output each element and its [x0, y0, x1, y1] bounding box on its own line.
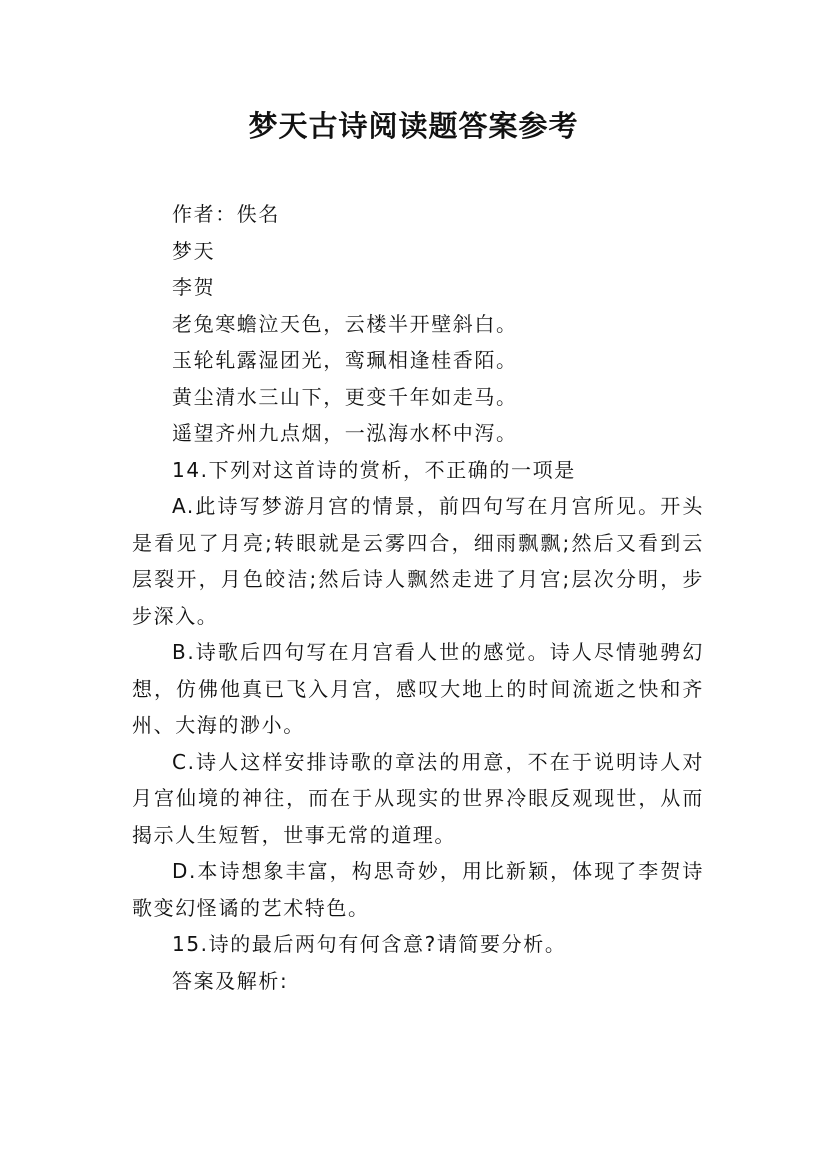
- poem-title: 梦天: [172, 238, 216, 263]
- question-15: 15.诗的最后两句有何含意?请简要分析。: [172, 932, 567, 956]
- poem-verse: 黄尘清水三山下，更变千年如走马。: [172, 384, 518, 409]
- question-14: 14.下列对这首诗的赏析，不正确的一项是: [172, 457, 576, 482]
- poem-verse: 遥望齐州九点烟，一泓海水杯中泻。: [172, 421, 518, 445]
- answer-heading: 答案及解析:: [172, 968, 289, 993]
- author-line: 作者：佚名: [172, 202, 280, 226]
- option-b: B.诗歌后四句写在月宫看人世的感觉。诗人尽情驰骋幻想，仿佛他真已飞入月宫，感叹大地上的时间流逝之快和齐州、大海的渺小。: [132, 640, 704, 737]
- option-a: A.此诗写梦游月宫的情景，前四句写在月宫所见。开头是看见了月亮;转眼就是云雾四合，细雨飘飘;然后又看到云层裂开，月色皎洁;然后诗人飘然走进了月宫;层次分明，步步深入。: [132, 494, 704, 628]
- option-d: D.本诗想象丰富，构思奇妙，用比新颖，体现了李贺诗歌变幻怪谲的艺术特色。: [132, 859, 704, 920]
- document-body: [132, 196, 704, 999]
- option-c: C.诗人这样安排诗歌的章法的用意，不在于说明诗人对月宫仙境的神往，而在于从现实的世界冷眼反观现世，从而揭示人生短暂，世事无常的道理。: [132, 749, 704, 847]
- document-title: 梦天古诗阅读题答案参考: [248, 109, 579, 143]
- poem-verse: 玉轮轧露湿团光，鸾珮相逢桂香陌。: [172, 348, 518, 372]
- poem-verse: 老兔寒蟾泣天色，云楼半开壁斜白。: [172, 311, 518, 336]
- poem-author: 李贺: [172, 275, 216, 299]
